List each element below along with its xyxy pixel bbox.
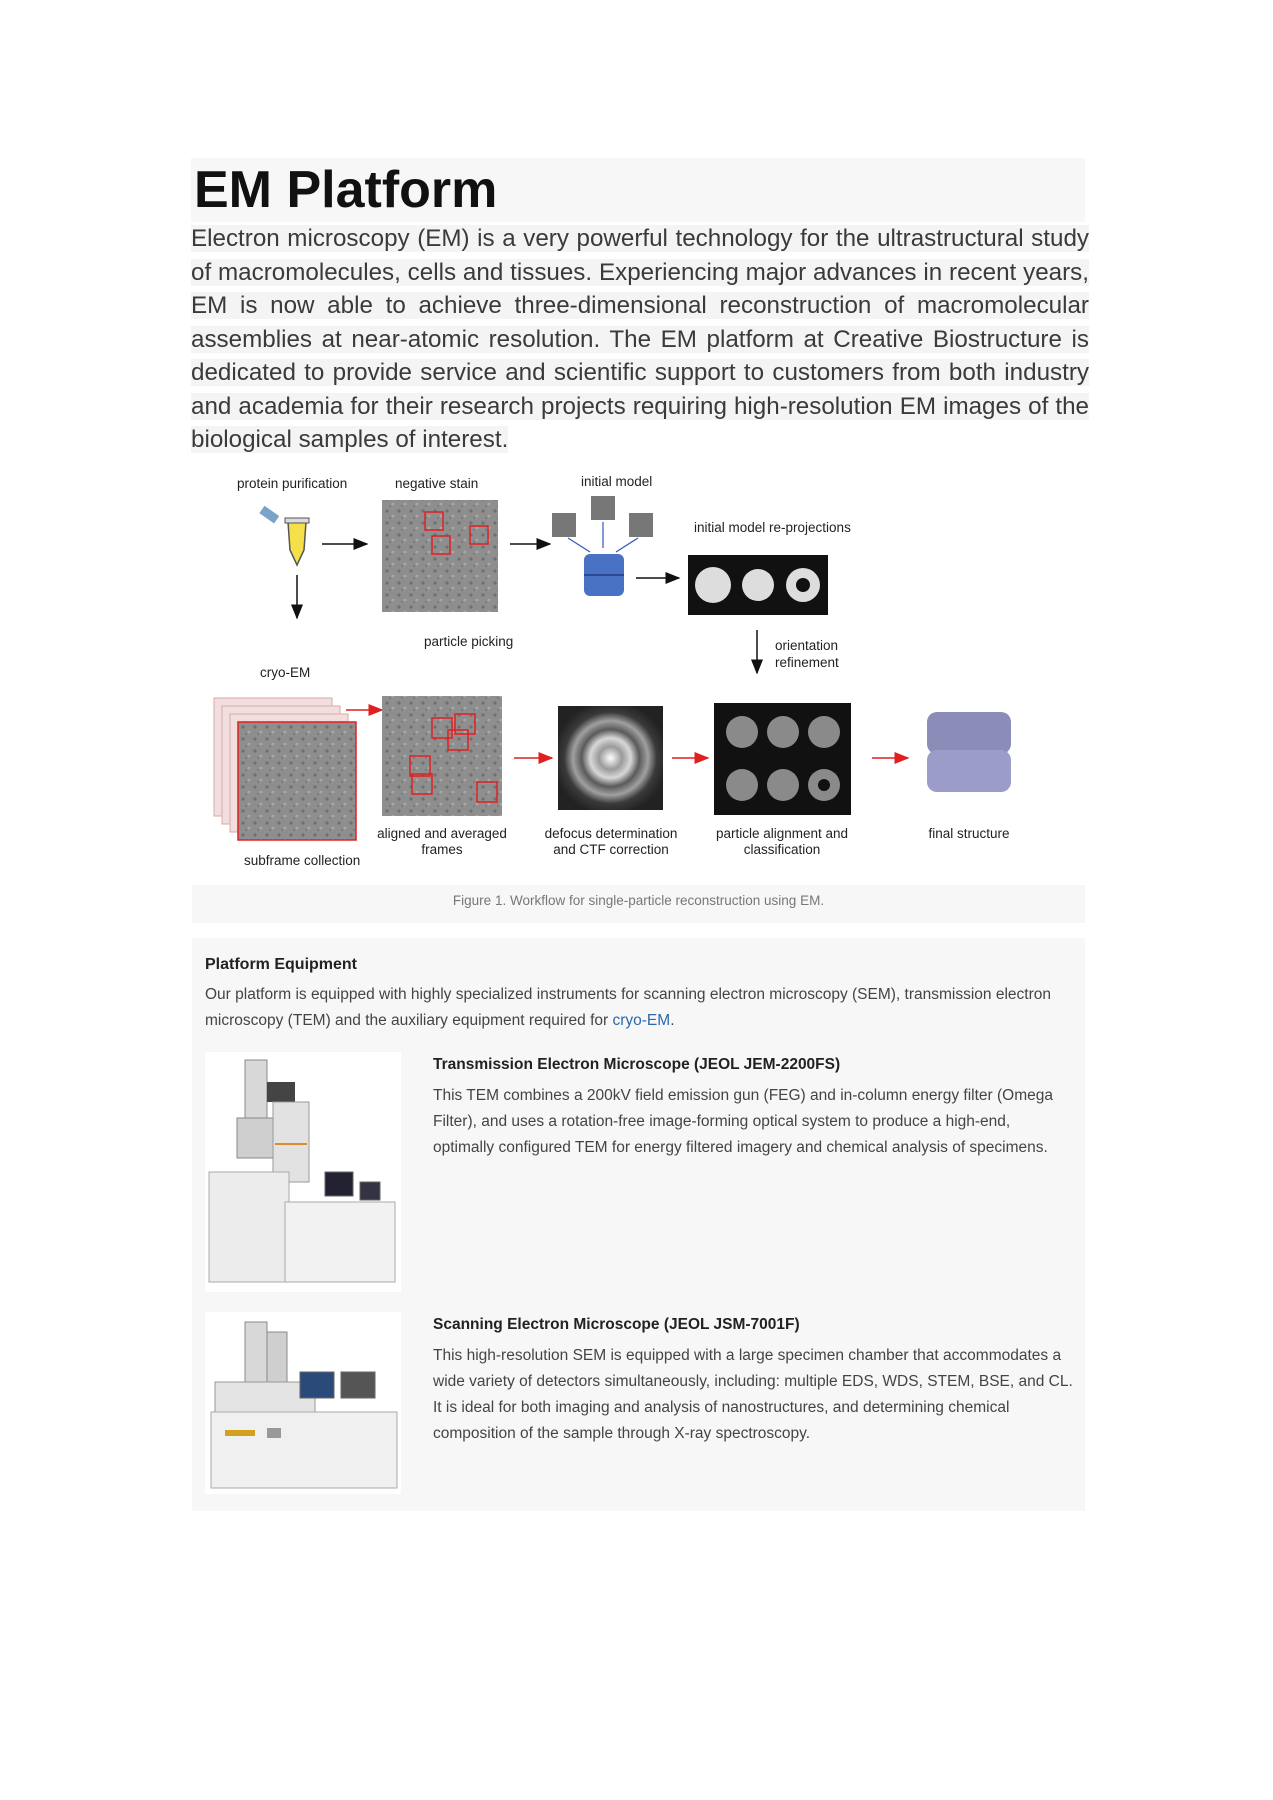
sem-instrument-image (205, 1312, 401, 1494)
intro-text: Electron microscopy (EM) is a very powerful technology for the ultrastructural study of macromolecules, cells and tissues. Experiencing major advances in recent years, EM is now able to achieve three-dimensional reconstruction of macromolecular assemblies at near-atomic resolution. The EM platform at Creative Biostructure is dedicated to provide service and scientific support to customers from both industry and academia for their research projects requiring high-resolution EM images of the biological samples of interest. (191, 225, 1089, 453)
equipment-heading: Platform Equipment (205, 956, 358, 973)
negative-stain-micrograph (382, 500, 498, 612)
cryo-em-link[interactable]: cryo-EM (612, 1012, 671, 1029)
tem-instrument-image (205, 1052, 401, 1292)
aligned-frames-image (382, 696, 502, 816)
workflow-diagram (192, 460, 1085, 885)
label-cryo-em: cryo-EM (260, 665, 311, 680)
label-initial-model: initial model (581, 474, 653, 489)
ctf-power-spectrum (558, 706, 663, 810)
label-particle-picking: particle picking (424, 634, 514, 649)
sem-illustration (205, 1312, 401, 1494)
label-subframe-collection: subframe collection (244, 853, 361, 868)
page-title: EM Platform (191, 158, 1085, 222)
label-final-structure: final structure (928, 826, 1010, 841)
workflow-figure (192, 460, 1085, 923)
equipment-desc-text: Our platform is equipped with highly specialized instruments for scanning electron microscopy (SEM), transmission electron microscopy (TEM) and the auxiliary equipment required for (205, 986, 1051, 1029)
figure-caption: Figure 1. Workflow for single-particle reconstruction using EM. (452, 893, 825, 908)
label-alignment-line2: classification (743, 842, 821, 857)
equipment-desc-end: . (670, 1012, 675, 1029)
label-defocus-line2: and CTF correction (553, 842, 669, 857)
sem-title: Scanning Electron Microscope (JEOL JSM-7001F) (433, 1316, 800, 1333)
initial-model-graphic (552, 496, 653, 596)
label-refinement: refinement (775, 655, 839, 670)
equipment-description (205, 982, 1075, 1034)
sem-description: This high-resolution SEM is equipped with a large specimen chamber that accommodates a wide variety of detectors simultaneously, including: multiple EDS, WDS, STEM, BSE, and CL. It is ideal for both imaging and analysis of nanostructures, and determining chemical composition of the sample through X-ray spectroscopy. (433, 1347, 1073, 1442)
class-averages-image (714, 703, 851, 815)
tem-illustration (205, 1052, 401, 1292)
label-defocus-line1: defocus determination (544, 826, 678, 841)
final-structure-image (927, 712, 1011, 792)
tem-title: Transmission Electron Microscope (JEOL JEM-2200FS) (433, 1056, 841, 1073)
reprojections-image (688, 555, 828, 615)
platform-equipment-section (192, 938, 1085, 1511)
pipette-tube-icon (259, 506, 309, 565)
intro-paragraph (191, 222, 1089, 457)
label-orientation: orientation (775, 638, 839, 653)
label-alignment-line1: particle alignment and (715, 826, 849, 841)
label-protein-purification: protein purification (237, 476, 348, 491)
tem-description: This TEM combines a 200kV field emission gun (FEG) and in-column energy filter (Omega Filter), and uses a rotation-free image-forming optical system to produce a high-end, optimally configured TEM for energy filtered imagery and chemical analysis of specimens. (433, 1087, 1053, 1156)
subframe-stack (214, 698, 356, 840)
label-initial-model-reprojections: initial model re-projections (694, 520, 851, 535)
label-aligned-line1: aligned and averaged (377, 826, 507, 841)
label-aligned-line2: frames (421, 842, 463, 857)
label-negative-stain: negative stain (395, 476, 479, 491)
